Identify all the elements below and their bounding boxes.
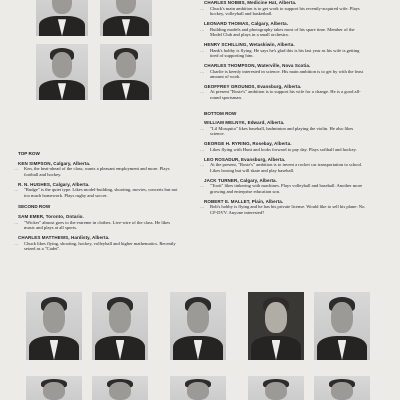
student-name: WILLIAM MELNYK, Edward, Alberta. (204, 120, 285, 126)
student-name: JACK TURNER, Calgary, Alberta. (204, 177, 278, 183)
student-name: HENRY SCHILLING, Wetaskiwin, Alberta. (204, 41, 295, 47)
portrait-photo (314, 292, 370, 360)
portrait-photo (36, 0, 88, 36)
portrait-photo (92, 376, 148, 400)
right-column-text (204, 0, 366, 220)
portrait-photo (92, 292, 148, 360)
student-name: R. N. HUGHES, Calgary, Alberta. (18, 181, 90, 187)
student-name: GEORGE H. RYRING, Rosebay, Alberta. (204, 141, 292, 147)
student-bio: . . . Hank's hobby is flying. He says he's glad this is his last year as his wife is getting tired of supporting him. (204, 48, 366, 59)
student-bio: . . . Charlie is keenly interested in science. His main ambition is to get by with the least amount of work. (204, 69, 366, 80)
student-bio: . . . Chuck's main ambition is to get work to support his recently-acquired wife. Plays hockey, volleyball and basketball. (204, 6, 366, 17)
portrait-photo (100, 0, 152, 36)
portrait-photo (36, 44, 88, 100)
bio-entry (204, 141, 366, 152)
bio-entry (18, 214, 182, 231)
student-name: CHARLES NOBBS, Medicine Hat, Alberta. (204, 0, 297, 5)
bio-entry (204, 178, 366, 195)
bio-entry (204, 63, 366, 80)
student-name: SAM EMER, Toronto, Ontario. (18, 213, 84, 219)
student-bio: . . . At present "Rosie's" ambition is to support his wife for a change. He is a good all-round sportsman. (204, 89, 366, 100)
student-name: KEN SIMPSON, Calgary, Alberta. (18, 160, 91, 166)
portrait-photo (170, 376, 226, 400)
student-bio: . . . Bob's hobby is flying and he has his private license. Would like to sell his plane: No. CF-DVV. Anyone interested? (204, 204, 366, 215)
student-bio: . . . "Tooti" likes tinkering with machines. Plays volleyball and baseball. Another more growing and enterprise education son. (204, 183, 366, 194)
section-heading: TOP ROW (18, 151, 40, 156)
bio-entry (18, 182, 182, 199)
student-name: CHARLES MATTHEWS, Hardisty, Alberta. (18, 234, 110, 240)
student-bio: . . . Likes flying with Hunt and looks forward to pay day. Plays softball and hockey. (204, 147, 366, 153)
bio-entry (204, 120, 366, 137)
bio-entry (204, 199, 366, 216)
portrait-photo (26, 292, 82, 360)
student-bio: . . . "Rudge" is the quiet type. Likes model-building, shooting, movies, concerts but not too much homework. Plays rugby and soccer. (18, 187, 182, 198)
student-bio: . . . "Lil Mosquito" likes baseball, badminton and playing the violin. He also likes science. (204, 126, 366, 137)
bio-entry (18, 161, 182, 178)
student-name: ROBERT E. MALLET, Plain, Alberta. (204, 198, 284, 204)
bio-entry (204, 42, 366, 59)
section-heading: SECOND ROW (18, 204, 51, 210)
portrait-photo (248, 292, 304, 360)
student-bio: . . . Chuck likes flying, shooting, hockey, volleyball and higher mathematics. Recently seized as a "Cadet". (18, 241, 182, 252)
bio-entry (204, 0, 366, 17)
bio-entry (204, 157, 366, 174)
bio-entry (18, 235, 182, 252)
student-bio: . . . Ken, the heat-ahead of the class, wants a pleasant employment and more. Plays football and hockey. (18, 166, 182, 177)
portrait-photo (314, 376, 370, 400)
student-name: GEOFFREY GROUNDS, Evansburg, Alberta. (204, 83, 302, 89)
portrait-photo (170, 292, 226, 360)
student-name: CHARLES THOMPSON, Waterville, Nova Scotia. (204, 62, 311, 68)
portrait-photo (248, 376, 304, 400)
student-name: LEONARD THOMAS, Calgary, Alberta. (204, 20, 289, 26)
bio-entry (204, 84, 366, 101)
left-column-text (18, 148, 182, 256)
bio-entry (204, 21, 366, 38)
student-bio: . . . Building models and photography takes most of his spare time. Member of the Model Club and plays in a small orchestra. (204, 27, 366, 38)
portrait-photo (26, 376, 82, 400)
student-bio: . . . At the present, "Rosie's" ambition is to invent a rocket car transportation to school. Likes boxing but will skate and play baseball. (204, 162, 366, 173)
student-bio: . . . "Wicker" almost goes to the extreme in clothes. Live-wire of the class. He likes music and plays at all sports. (18, 220, 182, 231)
section-heading: BOTTOM ROW (204, 110, 237, 116)
student-name: LEO ROSADUR, Evansburg, Alberta. (204, 156, 286, 162)
portrait-photo (100, 44, 152, 100)
